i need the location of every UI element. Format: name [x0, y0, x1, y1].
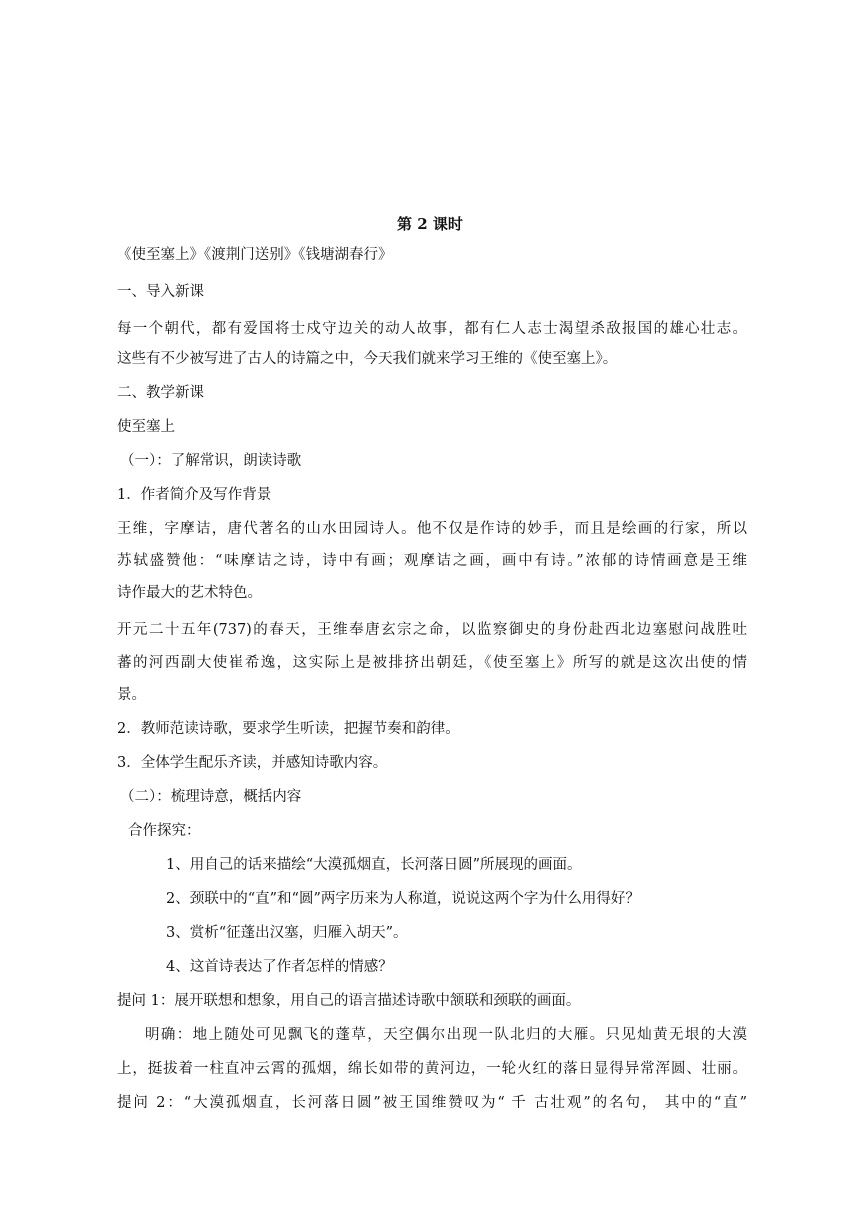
question-item: 4、这首诗表达了作者怎样的情感？: [166, 959, 393, 975]
paragraph-line: 景。: [117, 687, 146, 703]
poem-list: 《使至塞上》《渡荆门送别》《钱塘湖春行》: [117, 247, 393, 263]
section-heading-intro: 一、导入新课: [117, 284, 204, 300]
paragraph-line: 诗作最大的艺术特色。: [117, 585, 262, 601]
paragraph-line: 每一个朝代，都有爱国将士戍守边关的动人故事，都有仁人志士渴望杀敌报国的雄心壮志。: [117, 321, 747, 337]
question-item: 2、颈联中的“直”和“圆”两字历来为人称道，说说这两个字为什么用得好？: [166, 891, 640, 907]
paragraph-line: 开元二十五年(737)的春天，王维奉唐玄宗之命，以监察御史的身份赴西北边塞慰问战胜吐: [117, 622, 747, 638]
list-item: 3．全体学生配乐齐读，并感知诗歌内容。: [117, 755, 388, 771]
question-prompt: 提问 2：“大漠孤烟直，长河落日圆”被王国维赞叹为“ 千 古壮观”的名句， 其中的“直”: [117, 1095, 747, 1111]
poem-title: 使至塞上: [117, 419, 175, 435]
subsection-heading: （二）：梳理诗意，概括内容: [120, 789, 302, 805]
paragraph-line: 蕃的河西副大使崔希逸，这实际上是被排挤出朝廷，《使至塞上》所写的就是这次出使的情: [117, 655, 747, 671]
list-item: 1．作者简介及写作背景: [117, 487, 272, 503]
paragraph-line: 王维，字摩诘，唐代著名的山水田园诗人。他不仅是作诗的妙手，而且是绘画的行家，所以: [117, 521, 747, 537]
answer-line: 上，挺拔着一柱直冲云霄的孤烟，绵长如带的黄河边，一轮火红的落日显得异常浑圆、壮丽。: [117, 1061, 747, 1077]
question-item: 1、用自己的话来描绘“大漠孤烟直，长河落日圆”所展现的画面。: [166, 857, 582, 873]
section-heading-teaching: 二、教学新课: [117, 385, 204, 401]
question-prompt: 提问 1：展开联想和想象，用自己的语言描述诗歌中颔联和颈联的画面。: [117, 993, 581, 1009]
answer-line: 明确：地上随处可见飘飞的蓬草，天空偶尔出现一队北归的大雁。只见灿黄无垠的大漠: [145, 1027, 747, 1043]
paragraph-line: 这些有不少被写进了古人的诗篇之中，今天我们就来学习王维的《使至塞上》。: [117, 351, 618, 367]
lesson-title: 第 2 课时: [397, 215, 463, 233]
activity-heading: 合作探究：: [128, 823, 201, 839]
paragraph-line: 苏轼盛赞他：“味摩诘之诗，诗中有画；观摩诘之画，画中有诗。”浓郁的诗情画意是王维: [117, 553, 747, 569]
subsection-heading: （一）：了解常识，朗读诗歌: [120, 453, 302, 469]
list-item: 2．教师范读诗歌，要求学生听读，把握节奏和韵律。: [117, 721, 460, 737]
question-item: 3、赏析“征蓬出汉塞，归雁入胡天”。: [166, 925, 408, 941]
